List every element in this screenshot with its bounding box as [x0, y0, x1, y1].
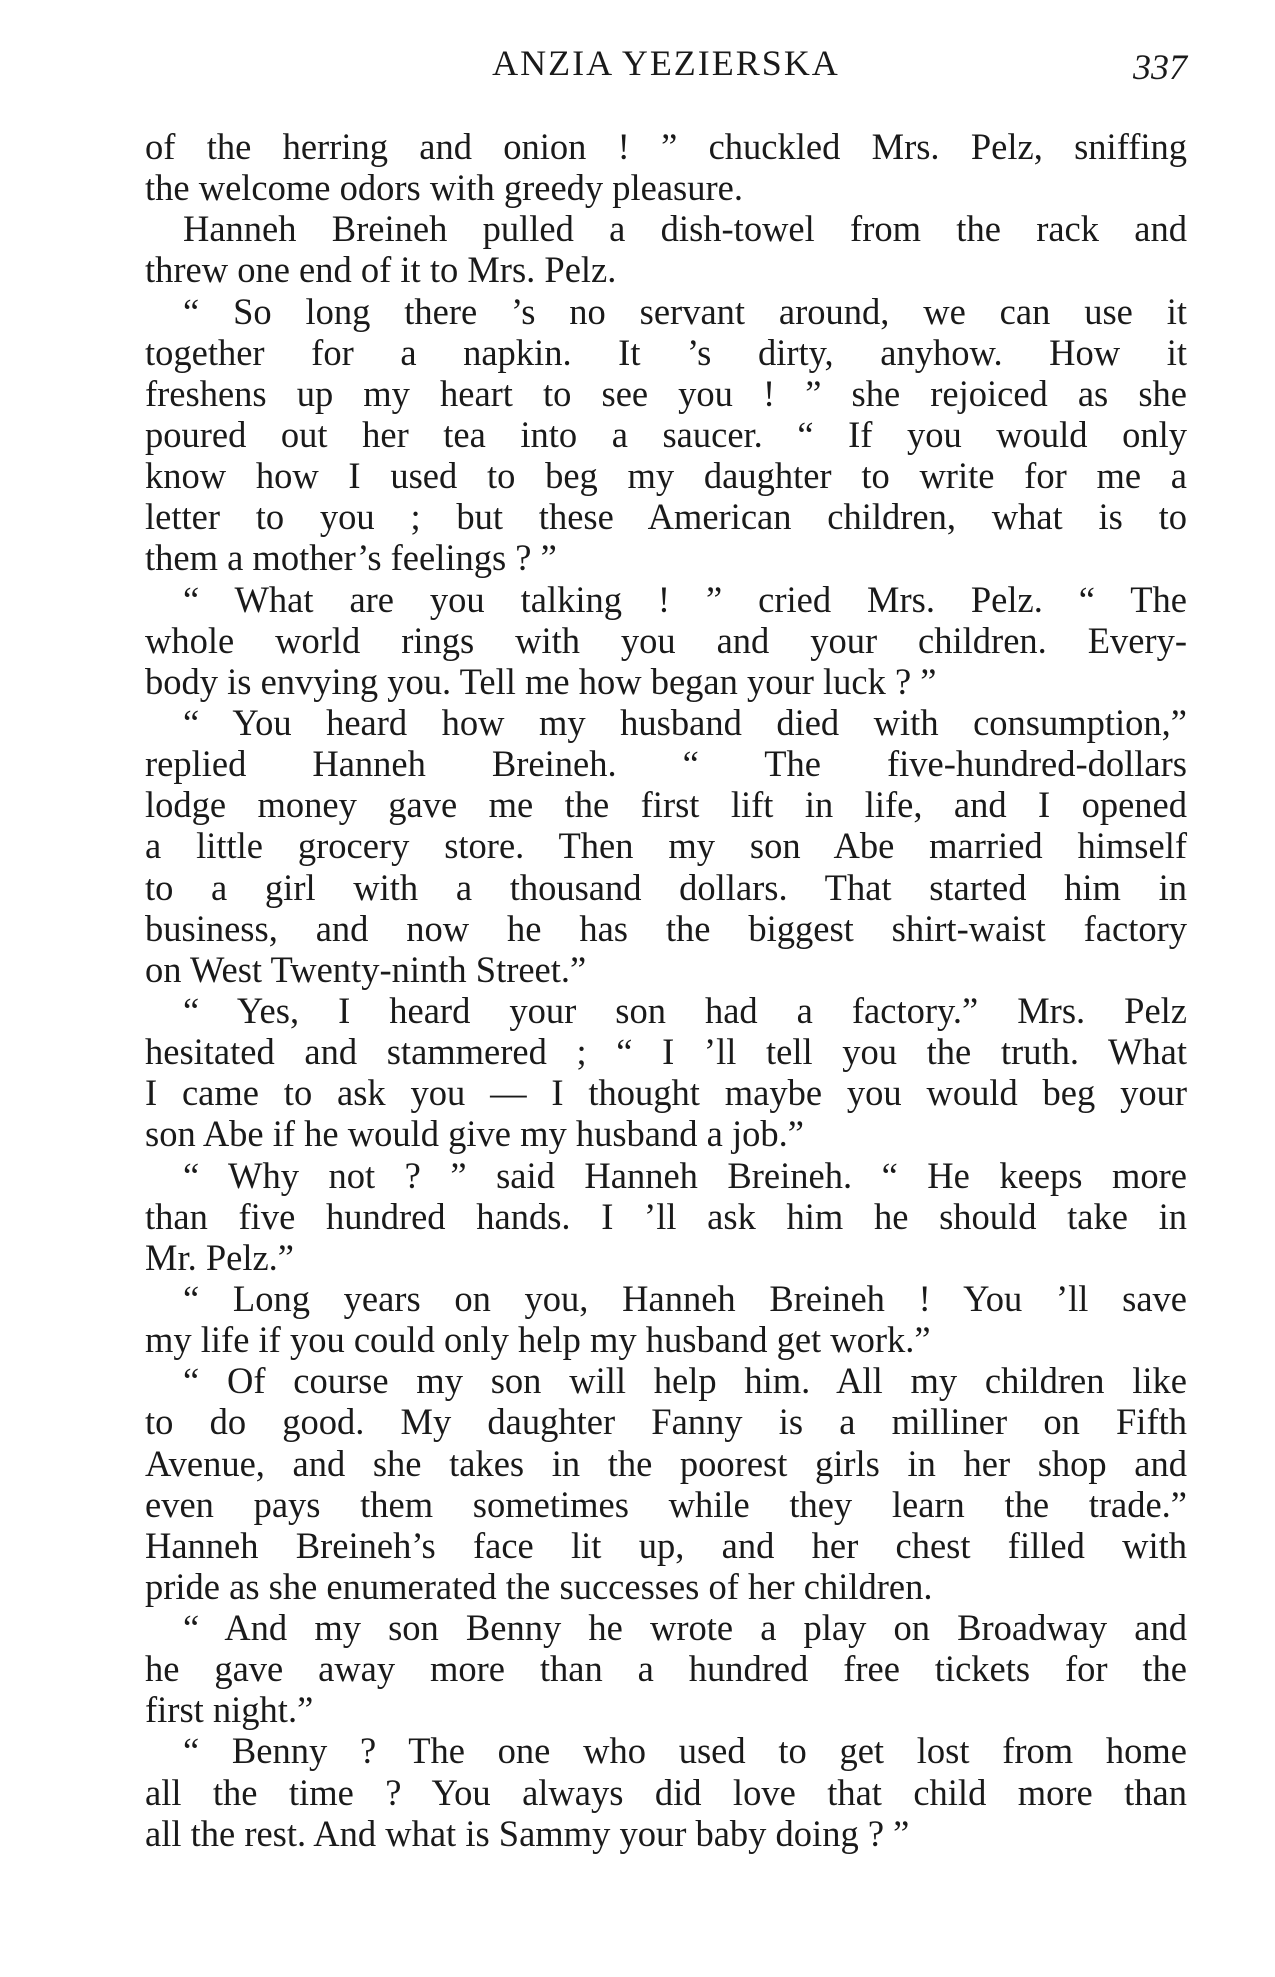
text-line: to do good. My daughter Fanny is a milliner on Fifth: [145, 1401, 1187, 1443]
text-line: whole world rings with you and your children. Every-: [145, 619, 1187, 661]
text-line: “ And my son Benny he wrote a play on Broadway and: [183, 1607, 1187, 1649]
text-line: letter to you ; but these American children, what is to: [145, 496, 1187, 538]
text-line: Hanneh Breineh’s face lit up, and her chest filled with: [145, 1524, 1187, 1566]
text-line: hesitated and stammered ; “ I ’ll tell you the truth. What: [145, 1031, 1187, 1073]
text-line: lodge money gave me the first lift in life, and I opened: [145, 784, 1187, 826]
text-line: all the rest. And what is Sammy your baby doing ? ”: [145, 1812, 910, 1854]
page-number: 337: [1133, 47, 1187, 87]
text-line: first night.”: [145, 1689, 314, 1731]
text-line: to a girl with a thousand dollars. That started him in: [145, 866, 1187, 908]
text-line: a little grocery store. Then my son Abe married himself: [145, 825, 1187, 867]
text-line: freshens up my heart to see you ! ” she rejoiced as she: [145, 372, 1187, 414]
text-line: on West Twenty-ninth Street.”: [145, 948, 587, 990]
text-line: Avenue, and she takes in the poorest girls in her shop and: [145, 1442, 1187, 1484]
text-line: my life if you could only help my husband get work.”: [145, 1319, 931, 1361]
text-line: “ So long there ’s no servant around, we can use it: [183, 290, 1187, 332]
body-text: [145, 126, 1187, 1854]
running-head: ANZIA YEZIERSKA: [492, 43, 840, 83]
text-line: them a mother’s feelings ? ”: [145, 537, 557, 579]
text-line: all the time ? You always did love that child more than: [145, 1771, 1187, 1813]
text-line: replied Hanneh Breineh. “ The five-hundred-dollars: [145, 743, 1187, 785]
text-line: even pays them sometimes while they learn the trade.”: [145, 1483, 1187, 1525]
text-line: “ Benny ? The one who used to get lost from home: [183, 1730, 1187, 1772]
text-line: son Abe if he would give my husband a job.”: [145, 1113, 804, 1155]
text-line: poured out her tea into a saucer. “ If you would only: [145, 413, 1187, 455]
text-line: “ Long years on you, Hanneh Breineh ! You ’ll save: [183, 1277, 1187, 1319]
text-line: pride as she enumerated the successes of her children.: [145, 1565, 933, 1607]
page-header: [145, 38, 1187, 88]
text-line: “ Why not ? ” said Hanneh Breineh. “ He keeps more: [183, 1154, 1187, 1196]
text-line: “ You heard how my husband died with consumption,”: [183, 701, 1187, 743]
text-line: the welcome odors with greedy pleasure.: [145, 167, 743, 209]
text-line: “ Of course my son will help him. All my children like: [183, 1360, 1187, 1402]
text-line: body is envying you. Tell me how began your luck ? ”: [145, 660, 937, 702]
text-line: know how I used to beg my daughter to write for me a: [145, 455, 1187, 497]
text-line: “ Yes, I heard your son had a factory.” Mrs. Pelz: [183, 989, 1187, 1031]
text-line: of the herring and onion ! ” chuckled Mrs. Pelz, sniffing: [145, 126, 1187, 167]
text-line: Hanneh Breineh pulled a dish-towel from the rack and: [183, 208, 1187, 250]
text-line: together for a napkin. It ’s dirty, anyhow. How it: [145, 331, 1187, 373]
text-line: I came to ask you — I thought maybe you would beg your: [145, 1072, 1187, 1114]
text-line: than five hundred hands. I ’ll ask him he should take in: [145, 1195, 1187, 1237]
text-line: business, and now he has the biggest shirt-waist factory: [145, 907, 1187, 949]
text-line: “ What are you talking ! ” cried Mrs. Pelz. “ The: [183, 578, 1187, 620]
text-line: threw one end of it to Mrs. Pelz.: [145, 249, 617, 291]
text-line: Mr. Pelz.”: [145, 1236, 295, 1278]
text-line: he gave away more than a hundred free tickets for the: [145, 1648, 1187, 1690]
